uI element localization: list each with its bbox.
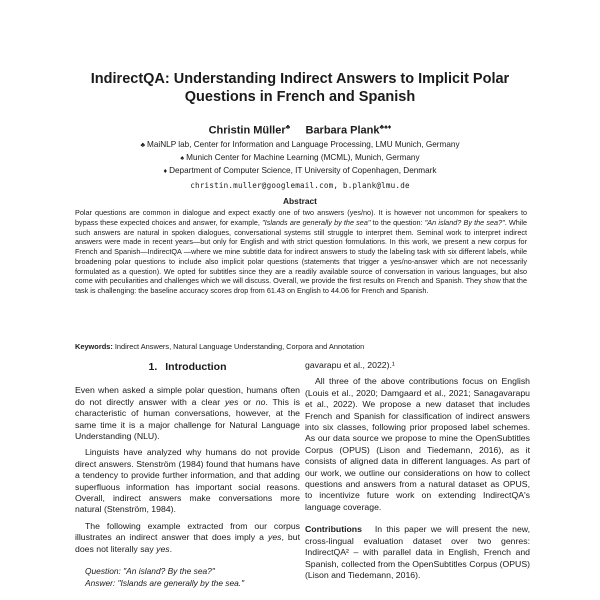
diamond-icon: ♦ [163,168,168,175]
text-run: yes [224,396,239,407]
text-run: or [238,396,256,407]
abstract-quote-question: "An island? By the sea?" [424,217,505,227]
intro-paragraph-3 [75,521,300,555]
spade-icon: ♠ [180,155,185,162]
abstract-text-c: . While such answers are natural in spoken dialogues, conversational systems still struggle to interpret them. Seminal work to interpret indirect answers were made in recent years—but only for English and with strict question formulations. In this work, we present a new corpus for French and Spanish—IndirectQA —where we mine subtitle data for indirect answers to study the labeling task with six different labels, while broadening polar questions to include also implicit polar questions (statements that trigger a yes/no-answer which are not necessarily formulated as a question). We opted for subtitles since they are a readily available source of conversation in various languages, but also come with peculiarities and challenges which we will discuss. Overall, we provide the first results on French and Spanish. They show that the task is challenging: the baseline accuracy scores drop from 61.43 on English to 44.06 for French and Spanish. [75,217,528,295]
affiliation-text: MaiNLP lab, Center for Information and Language Processing, LMU Munich, Germany [147,140,460,149]
text-run: Even when asked a simple polar question, humans often do not directly answer with a clear [75,385,300,407]
title-line-1: IndirectQA: Understanding Indirect Answers to Implicit Polar [90,71,510,87]
text-run: Question: "An island? By the sea?" [85,566,215,577]
abstract-text-a: Polar questions are common in dialogue and expect exactly one of two answers (yes/no). It is however not uncommon for speakers to bypass these expected choices and answer, for example, [75,208,527,227]
abstract-text-b: to the question: [370,217,425,227]
related-work-paragraph: All three of the above contributions focus on English (Louis et al., 2020; Damgaard et al., 2021; Sanagavarapu et al., 2022). We propose a new dataset that includes French and Spanish for classification of indirect answers into six classes, following prior proposed label schemes. As our data source we propose to mine the OpenSubtitles Corpus (OPUS) (Lison and Tiedemann, 2016), as it consists of aligned data in different languages. As part of our work, we outline our considerations on how to collect questions and answers from a natural dataset as OPUS, to incentivize future work on extending IndirectQA's language coverage. [305,376,530,512]
left-column [75,360,300,589]
affiliation-text: Department of Computer Science, IT University of Copenhagen, Denmark [169,166,437,175]
text-run: Answer: "Islands are generally by the sea." [85,577,245,588]
right-column [305,360,530,586]
text-run: yes [267,532,282,543]
section-title: Introduction [165,361,227,373]
abstract-quote-answer: "Islands are generally by the sea" [262,217,371,227]
club-icon: ♣ [140,142,146,149]
continued-citation: gavarapu et al., 2022).¹ [305,360,395,370]
affiliation-2 [60,152,540,164]
author-emails: christin.muller@googlemail.com, b.plank@lmu.de [190,181,410,190]
text-run: yes [156,543,170,554]
text-run: The following example extracted from our corpus illustrates an indirect answer that does imply a [75,520,300,543]
contributions-paragraph [305,524,530,581]
affiliation-marks-icon: ♣♠♦ [379,124,392,131]
section-heading [75,362,300,373]
affiliation-1 [60,139,540,151]
contributions-text: In this paper we will present the new, cross-lingual evaluation dataset over two genres: IndirectQA² – with parallel data in English, French and Spanish, collected from the OpenSubtitles Corpus (OPUS) (Lison and Tiedemann, 2016). [305,524,531,580]
example-question [85,566,300,577]
keywords-line [75,342,527,351]
affiliation-text: Munich Center for Machine Learning (MCML), Munich, Germany [186,153,420,162]
keywords-label: Keywords: [75,342,113,351]
text-run: . [169,543,173,554]
title-line-2: Questions in French and Spanish [184,89,416,105]
affiliation-3 [60,165,540,177]
contributions-label: Contributions [305,524,362,535]
section-number: 1. [148,361,158,373]
author-list [60,124,540,137]
example-answer [85,578,300,589]
text-run: , but does not literally say [75,532,301,554]
abstract-body [75,208,527,296]
text-run: no [255,396,266,407]
text-run: . This is characteristic of human conversations, however, at the same time it is a major challenge for Natural Language Understanding (NLU). [75,396,300,442]
paper-title [60,70,540,106]
abstract-heading: Abstract [283,196,317,206]
club-icon: ♣ [285,124,291,131]
author-2: Barbara Plank [305,124,380,137]
author-1: Christin Müller [208,124,286,137]
keywords-text: Indirect Answers, Natural Language Understanding, Corpora and Annotation [114,342,365,351]
intro-paragraph-2: Linguists have analyzed why humans do not provide direct answers. Stenström (1984) found that humans have a tendency to provide further information, and that adding superfluous information has important social reasons. Overall, indirect answers make conversations more natural (Stenström, 1984). [75,447,300,515]
intro-paragraph-1 [75,385,300,442]
